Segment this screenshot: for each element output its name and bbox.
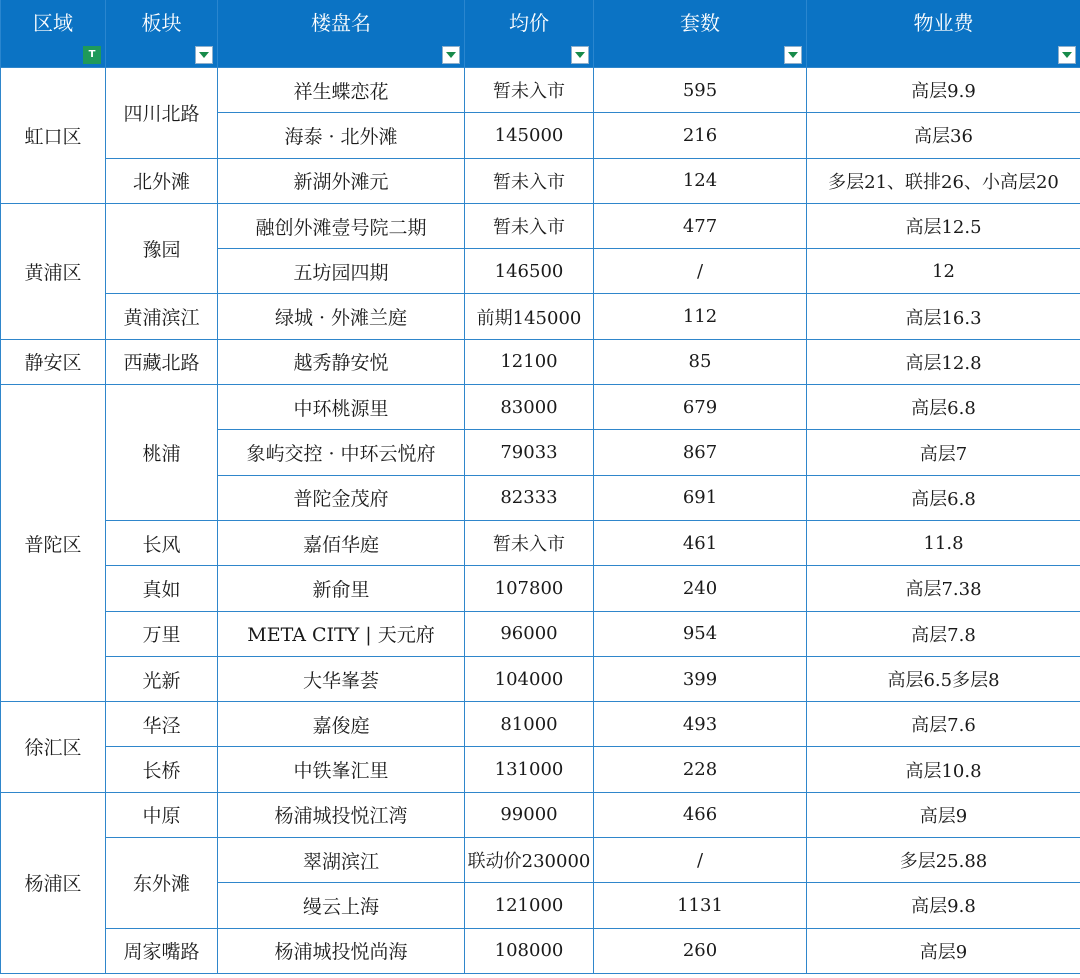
price-cell: 联动价230000 (465, 838, 594, 883)
fee-cell: 高层7.8 (807, 611, 1080, 656)
header-units (594, 0, 807, 68)
table-row (1, 656, 1080, 701)
header-name (218, 0, 465, 68)
header-fee-label: 物业费 (913, 11, 974, 35)
units-cell: / (594, 838, 807, 883)
project-name-cell: 绿城 · 外滩兰庭 (218, 294, 465, 339)
filter-dropdown-icon[interactable] (784, 46, 802, 64)
price-cell: 145000 (465, 113, 594, 158)
fee-cell: 高层16.3 (807, 294, 1080, 339)
fee-cell: 高层6.8 (807, 475, 1080, 520)
fee-cell: 高层9.9 (807, 68, 1080, 113)
units-cell: 228 (594, 747, 807, 792)
table-row (1, 702, 1080, 747)
project-name-cell: 杨浦城投悦尚海 (218, 928, 465, 973)
district-cell: 徐汇区 (1, 702, 106, 793)
block-cell: 万里 (106, 611, 218, 656)
fee-cell: 多层21、联排26、小高层20 (807, 158, 1080, 203)
fee-cell: 高层36 (807, 113, 1080, 158)
project-name-cell: 嘉佰华庭 (218, 520, 465, 565)
table-row (1, 339, 1080, 384)
project-name-cell: 越秀静安悦 (218, 339, 465, 384)
fee-cell: 高层9 (807, 792, 1080, 837)
block-cell: 四川北路 (106, 68, 218, 159)
fee-cell: 高层6.8 (807, 385, 1080, 430)
table-row (1, 611, 1080, 656)
price-cell: 暂未入市 (465, 203, 594, 248)
price-cell: 146500 (465, 249, 594, 294)
price-cell: 104000 (465, 656, 594, 701)
units-cell: 679 (594, 385, 807, 430)
district-cell: 黄浦区 (1, 203, 106, 339)
price-cell: 107800 (465, 566, 594, 611)
district-cell: 普陀区 (1, 385, 106, 702)
table-row (1, 747, 1080, 792)
block-cell: 西藏北路 (106, 339, 218, 384)
price-cell: 108000 (465, 928, 594, 973)
table-row (1, 158, 1080, 203)
units-cell: 691 (594, 475, 807, 520)
filter-dropdown-icon[interactable] (1058, 46, 1076, 64)
project-name-cell: 中铁峯汇里 (218, 747, 465, 792)
fee-cell: 高层12.5 (807, 203, 1080, 248)
project-name-cell: META CITY | 天元府 (218, 611, 465, 656)
units-cell: 954 (594, 611, 807, 656)
header-price-label: 均价 (509, 11, 549, 35)
block-cell: 东外滩 (106, 838, 218, 929)
project-name-cell: 海泰 · 北外滩 (218, 113, 465, 158)
units-cell: 1131 (594, 883, 807, 928)
block-cell: 中原 (106, 792, 218, 837)
filter-dropdown-icon[interactable] (195, 46, 213, 64)
units-cell: / (594, 249, 807, 294)
project-name-cell: 新俞里 (218, 566, 465, 611)
header-district (1, 0, 106, 68)
units-cell: 399 (594, 656, 807, 701)
units-cell: 260 (594, 928, 807, 973)
project-name-cell: 翠湖滨江 (218, 838, 465, 883)
price-cell: 121000 (465, 883, 594, 928)
project-name-cell: 融创外滩壹号院二期 (218, 203, 465, 248)
header-block (106, 0, 218, 68)
filter-active-icon[interactable]: T (83, 46, 101, 64)
district-cell: 虹口区 (1, 68, 106, 204)
price-cell: 前期145000 (465, 294, 594, 339)
table-row (1, 520, 1080, 565)
project-name-cell: 缦云上海 (218, 883, 465, 928)
units-cell: 867 (594, 430, 807, 475)
units-cell: 85 (594, 339, 807, 384)
price-cell: 暂未入市 (465, 520, 594, 565)
project-name-cell: 普陀金茂府 (218, 475, 465, 520)
table-row (1, 203, 1080, 248)
district-cell: 静安区 (1, 339, 106, 384)
table-row (1, 68, 1080, 113)
price-cell: 暂未入市 (465, 68, 594, 113)
price-cell: 81000 (465, 702, 594, 747)
header-units-label: 套数 (680, 11, 720, 35)
block-cell: 豫园 (106, 203, 218, 294)
project-name-cell: 新湖外滩元 (218, 158, 465, 203)
units-cell: 112 (594, 294, 807, 339)
table-row (1, 838, 1080, 883)
price-cell: 83000 (465, 385, 594, 430)
block-cell: 北外滩 (106, 158, 218, 203)
header-district-label: 区域 (33, 11, 73, 35)
units-cell: 466 (594, 792, 807, 837)
units-cell: 595 (594, 68, 807, 113)
block-cell: 光新 (106, 656, 218, 701)
block-cell: 长桥 (106, 747, 218, 792)
block-cell: 长风 (106, 520, 218, 565)
header-block-label: 板块 (141, 11, 182, 35)
price-cell: 99000 (465, 792, 594, 837)
units-cell: 240 (594, 566, 807, 611)
fee-cell: 12 (807, 249, 1080, 294)
fee-cell: 高层9 (807, 928, 1080, 973)
project-name-cell: 嘉俊庭 (218, 702, 465, 747)
table-row (1, 928, 1080, 973)
price-cell: 暂未入市 (465, 158, 594, 203)
fee-cell: 高层7.38 (807, 566, 1080, 611)
block-cell: 真如 (106, 566, 218, 611)
header-price (465, 0, 594, 68)
units-cell: 493 (594, 702, 807, 747)
project-name-cell: 祥生蝶恋花 (218, 68, 465, 113)
project-name-cell: 杨浦城投悦江湾 (218, 792, 465, 837)
units-cell: 124 (594, 158, 807, 203)
district-cell: 杨浦区 (1, 792, 106, 973)
price-cell: 96000 (465, 611, 594, 656)
units-cell: 216 (594, 113, 807, 158)
project-name-cell: 五坊园四期 (218, 249, 465, 294)
project-name-cell: 中环桃源里 (218, 385, 465, 430)
header-name-label: 楼盘名 (311, 11, 371, 35)
block-cell: 周家嘴路 (106, 928, 218, 973)
price-cell: 131000 (465, 747, 594, 792)
project-name-cell: 大华峯荟 (218, 656, 465, 701)
table-row (1, 566, 1080, 611)
block-cell: 华泾 (106, 702, 218, 747)
fee-cell: 多层25.88 (807, 838, 1080, 883)
fee-cell: 高层7 (807, 430, 1080, 475)
fee-cell: 高层9.8 (807, 883, 1080, 928)
price-cell: 82333 (465, 475, 594, 520)
fee-cell: 高层10.8 (807, 747, 1080, 792)
header-row (1, 0, 1080, 68)
filter-dropdown-icon[interactable] (442, 46, 460, 64)
price-cell: 79033 (465, 430, 594, 475)
header-fee (807, 0, 1080, 68)
table-row (1, 792, 1080, 837)
table-row (1, 294, 1080, 339)
block-cell: 黄浦滨江 (106, 294, 218, 339)
table-body (1, 68, 1080, 974)
units-cell: 477 (594, 203, 807, 248)
project-name-cell: 象屿交控 · 中环云悦府 (218, 430, 465, 475)
table-row (1, 385, 1080, 430)
units-cell: 461 (594, 520, 807, 565)
fee-cell: 高层12.8 (807, 339, 1080, 384)
fee-cell: 11.8 (807, 520, 1080, 565)
block-cell: 桃浦 (106, 385, 218, 521)
fee-cell: 高层7.6 (807, 702, 1080, 747)
filter-dropdown-icon[interactable] (571, 46, 589, 64)
price-cell: 12100 (465, 339, 594, 384)
fee-cell: 高层6.5多层8 (807, 656, 1080, 701)
